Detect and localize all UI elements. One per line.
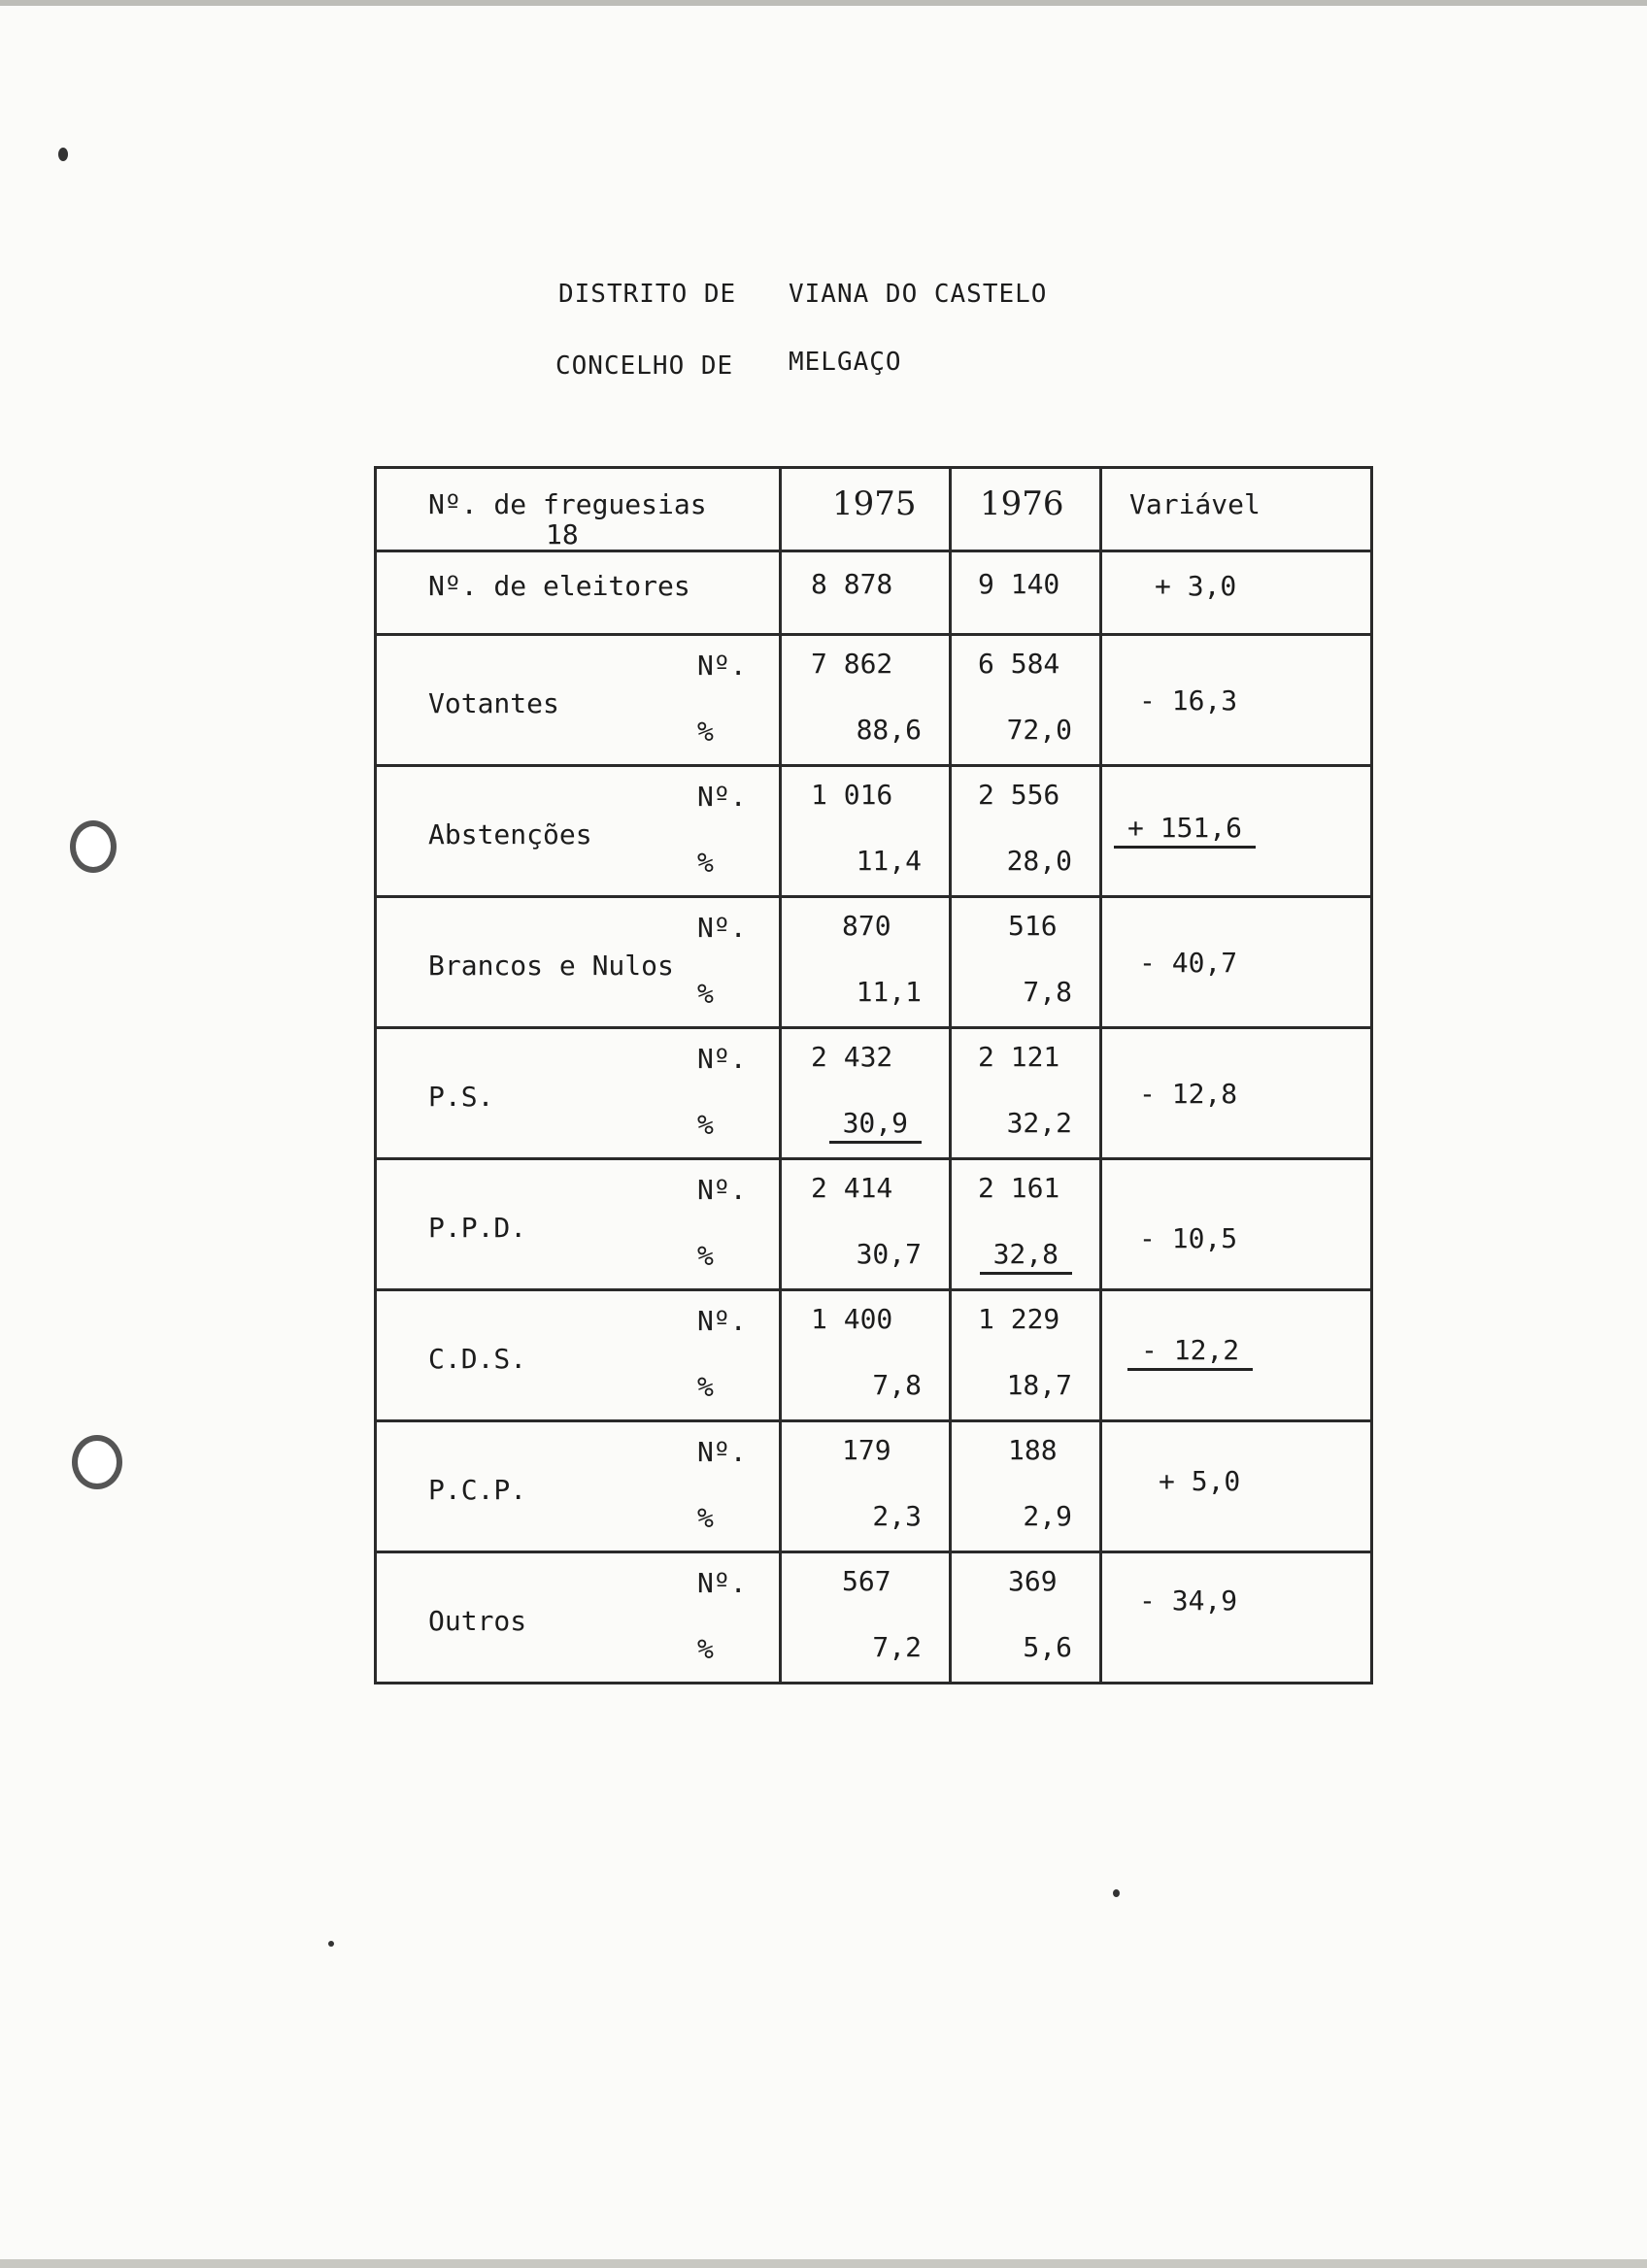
section-variable-cell: [1101, 766, 1372, 897]
percent-1975: 30,9: [829, 1107, 922, 1144]
council-label: CONCELHO DE: [555, 351, 734, 381]
electors-label: Nº. de eleitores: [428, 570, 690, 602]
percent-1975: 30,7: [856, 1238, 922, 1270]
table-row: [376, 635, 1372, 766]
count-1975: 1 016: [811, 779, 893, 811]
percent-1976: 32,2: [1006, 1107, 1072, 1139]
count-1975: 567: [842, 1565, 891, 1597]
count-mark: Nº.: [697, 1174, 747, 1206]
section-1976-cell: [951, 635, 1101, 766]
count-1976: 369: [1008, 1565, 1058, 1597]
parishes-label: Nº. de freguesias: [428, 488, 707, 520]
council-value: MELGAÇO: [789, 348, 902, 377]
section-label-cell: [376, 1028, 781, 1159]
section-1976-cell: [951, 1159, 1101, 1290]
section-1975-cell: [781, 635, 951, 766]
section-label-cell: [376, 635, 781, 766]
table-row: [376, 1159, 1372, 1290]
percent-1975: 11,1: [856, 976, 922, 1008]
table-row: [376, 1028, 1372, 1159]
punch-hole-lower: [72, 1435, 122, 1489]
count-mark: Nº.: [697, 781, 747, 813]
section-label-cell: [376, 1552, 781, 1684]
count-1975: 179: [842, 1434, 891, 1466]
scan-bottom-edge: [0, 2259, 1647, 2268]
count-1975: 2 432: [811, 1041, 893, 1073]
count-mark: Nº.: [697, 1436, 747, 1468]
percent-1975: 7,8: [872, 1369, 922, 1401]
district-value: VIANA DO CASTELO: [789, 280, 1048, 309]
table-row: [376, 897, 1372, 1028]
punch-hole-upper: [70, 820, 117, 873]
percent-1975: 7,2: [872, 1631, 922, 1663]
section-label-cell: [376, 1421, 781, 1552]
count-1976: 188: [1008, 1434, 1058, 1466]
election-results-table: [374, 466, 1373, 1684]
section-variable-cell: [1101, 1159, 1372, 1290]
table-row: [376, 1421, 1372, 1552]
table-header-row: [376, 468, 1372, 551]
section-variable-cell: [1101, 1028, 1372, 1159]
variable-value: + 5,0: [1159, 1465, 1241, 1497]
percent-1975: 2,3: [872, 1500, 922, 1532]
percent-1976: 28,0: [1006, 845, 1072, 877]
section-1975-cell: [781, 897, 951, 1028]
electors-variable: + 3,0: [1155, 570, 1237, 602]
section-label: P.S.: [428, 1081, 494, 1113]
section-1975-cell: [781, 1421, 951, 1552]
scan-top-edge: [0, 0, 1647, 6]
section-label: P.C.P.: [428, 1474, 527, 1506]
variable-value: - 40,7: [1139, 947, 1238, 979]
count-mark: Nº.: [697, 912, 747, 944]
count-1976: 2 121: [978, 1041, 1060, 1073]
variable-value: - 12,2: [1127, 1334, 1253, 1371]
section-label: Brancos e Nulos: [428, 950, 674, 982]
table-row: [376, 1552, 1372, 1684]
percent-underline-wrap: [993, 1238, 1072, 1275]
section-label: P.P.D.: [428, 1212, 527, 1244]
year-1976-header: [951, 468, 1101, 551]
electors-row: [376, 551, 1372, 635]
section-label: Abstenções: [428, 818, 592, 850]
section-variable-cell: [1101, 1290, 1372, 1421]
section-1976-cell: [951, 1290, 1101, 1421]
count-1976: 2 161: [978, 1172, 1060, 1204]
percent-mark: %: [697, 716, 714, 748]
electors-1975-cell: [781, 551, 951, 635]
count-1975: 7 862: [811, 648, 893, 680]
percent-underline-wrap: [843, 1107, 922, 1144]
section-label-cell: [376, 766, 781, 897]
section-1975-cell: [781, 1159, 951, 1290]
variable-value: - 10,5: [1139, 1222, 1238, 1254]
section-label: C.D.S.: [428, 1343, 527, 1375]
percent-mark: %: [697, 1371, 714, 1403]
variable-header: [1101, 468, 1372, 551]
table-row: [376, 1290, 1372, 1421]
section-variable-cell: [1101, 1421, 1372, 1552]
percent-mark: %: [697, 1502, 714, 1534]
section-1975-cell: [781, 1028, 951, 1159]
count-mark: Nº.: [697, 1305, 747, 1337]
ink-speck: [328, 1941, 334, 1947]
section-label-cell: [376, 1159, 781, 1290]
count-mark: Nº.: [697, 650, 747, 682]
section-label: Outros: [428, 1605, 527, 1637]
electors-label-cell: [376, 551, 781, 635]
table-row: [376, 766, 1372, 897]
count-1975: 1 400: [811, 1303, 893, 1335]
count-1976: 516: [1008, 910, 1058, 942]
percent-mark: %: [697, 1109, 714, 1141]
percent-1976: 72,0: [1006, 714, 1072, 746]
section-variable-cell: [1101, 1552, 1372, 1684]
variable-value: - 34,9: [1139, 1584, 1238, 1617]
section-1976-cell: [951, 1028, 1101, 1159]
variable-underline-wrap: [1141, 1334, 1253, 1371]
count-mark: Nº.: [697, 1043, 747, 1075]
section-label: Votantes: [428, 687, 559, 719]
electors-1976-cell: [951, 551, 1101, 635]
percent-1976: 2,9: [1023, 1500, 1072, 1532]
count-1976: 2 556: [978, 779, 1060, 811]
section-label-cell: [376, 1290, 781, 1421]
parishes-count: 18: [546, 518, 579, 550]
variable-label: Variável: [1129, 488, 1260, 520]
percent-mark: %: [697, 847, 714, 879]
district-label: DISTRITO DE: [558, 280, 737, 309]
parishes-header-cell: [376, 468, 781, 551]
count-1976: 1 229: [978, 1303, 1060, 1335]
ink-speck: [1113, 1889, 1120, 1897]
electors-variable-cell: [1101, 551, 1372, 635]
percent-1975: 88,6: [856, 714, 922, 746]
percent-mark: %: [697, 978, 714, 1010]
count-1975: 870: [842, 910, 891, 942]
year-1975-header: [781, 468, 951, 551]
count-mark: Nº.: [697, 1567, 747, 1599]
section-1975-cell: [781, 1552, 951, 1684]
percent-1976: 32,8: [980, 1238, 1072, 1275]
percent-mark: %: [697, 1633, 714, 1665]
section-1975-cell: [781, 1290, 951, 1421]
percent-mark: %: [697, 1240, 714, 1272]
variable-value: - 16,3: [1139, 684, 1238, 717]
variable-underline-wrap: [1127, 812, 1256, 849]
count-1976: 6 584: [978, 648, 1060, 680]
percent-1976: 7,8: [1023, 976, 1072, 1008]
year-1975-label: 1975: [832, 484, 917, 523]
count-1975: 2 414: [811, 1172, 893, 1204]
section-1976-cell: [951, 1421, 1101, 1552]
electors-1975: 8 878: [811, 568, 893, 600]
section-1976-cell: [951, 766, 1101, 897]
percent-1975: 11,4: [856, 845, 922, 877]
section-variable-cell: [1101, 897, 1372, 1028]
section-1976-cell: [951, 897, 1101, 1028]
section-1975-cell: [781, 766, 951, 897]
percent-1976: 18,7: [1006, 1369, 1072, 1401]
section-label-cell: [376, 897, 781, 1028]
year-1976-label: 1976: [980, 484, 1064, 523]
section-1976-cell: [951, 1552, 1101, 1684]
percent-1976: 5,6: [1023, 1631, 1072, 1663]
electors-1976: 9 140: [978, 568, 1060, 600]
ink-speck: [58, 148, 68, 161]
variable-value: + 151,6: [1114, 812, 1256, 849]
variable-value: - 12,8: [1139, 1078, 1238, 1110]
section-variable-cell: [1101, 635, 1372, 766]
